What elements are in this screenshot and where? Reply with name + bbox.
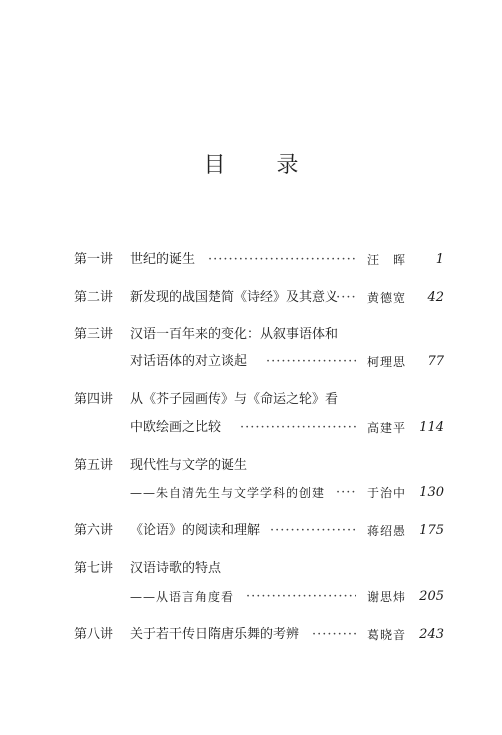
entry-title: 世纪的诞生 — [130, 252, 196, 267]
lecture-number: 第一讲 — [74, 252, 114, 267]
toc-entry-continuation[interactable] — [74, 587, 444, 607]
lecture-number: 第三讲 — [74, 327, 114, 342]
lecture-number: 第四讲 — [74, 392, 114, 407]
page-number: 243 — [419, 627, 444, 642]
lecture-number: 第六讲 — [74, 523, 114, 538]
leader-dots — [312, 625, 356, 645]
toc-entry[interactable] — [74, 456, 444, 476]
entry-title: 现代性与文学的诞生 — [130, 458, 248, 473]
entry-title: 汉语一百年来的变化：从叙事语体和 — [130, 327, 339, 342]
entry-author: 柯理思 — [366, 355, 406, 369]
page-number: 42 — [427, 290, 444, 305]
toc-entry[interactable] — [74, 521, 444, 541]
page-number: 1 — [435, 252, 444, 267]
leader-dots — [270, 521, 356, 541]
toc-entry[interactable] — [74, 625, 444, 645]
leader-dots — [266, 352, 356, 372]
entry-author: 谢思炜 — [366, 590, 406, 604]
page-number: 205 — [419, 589, 444, 604]
toc-entry[interactable] — [74, 288, 444, 308]
page-number: 175 — [419, 523, 444, 538]
entry-title: 关于若干传日隋唐乐舞的考辨 — [130, 627, 300, 642]
lecture-number: 第七讲 — [74, 561, 114, 576]
toc-entry[interactable] — [74, 390, 444, 410]
leader-dots — [240, 418, 356, 438]
entry-author: 于治中 — [366, 486, 406, 500]
toc-entry[interactable] — [74, 250, 444, 270]
entry-title: 《论语》的阅读和理解 — [130, 523, 261, 538]
leader-dots — [246, 587, 356, 607]
page-number: 130 — [419, 485, 444, 500]
entry-title-line-2: 中欧绘画之比较 — [130, 420, 222, 435]
entry-title: 新发现的战国楚简《诗经》及其意义 — [130, 290, 339, 305]
toc-entry[interactable] — [74, 559, 444, 579]
toc-entry-continuation[interactable] — [74, 418, 444, 438]
toc-entry[interactable] — [74, 325, 444, 345]
entry-author: 蒋绍愚 — [366, 524, 406, 538]
entry-title: 从《芥子园画传》与《命运之轮》看 — [130, 392, 339, 407]
leader-dots — [331, 288, 356, 308]
entry-title-line-2: 对话语体的对立谈起 — [130, 354, 248, 369]
leader-dots — [208, 250, 356, 270]
entry-author: 葛晓音 — [366, 628, 406, 642]
toc-entry-continuation[interactable] — [74, 352, 444, 372]
page-number: 114 — [419, 420, 444, 435]
entry-subtitle: ——从语言角度看 — [130, 590, 235, 604]
lecture-number: 第二讲 — [74, 290, 114, 305]
lecture-number: 第五讲 — [74, 458, 114, 473]
toc-entry-continuation[interactable] — [74, 483, 444, 503]
entry-author: 高建平 — [366, 421, 406, 435]
page-number: 77 — [427, 354, 444, 369]
entry-author: 黄德宽 — [366, 291, 406, 305]
entry-author: 汪 晖 — [366, 253, 406, 267]
entry-title: 汉语诗歌的特点 — [130, 561, 222, 576]
page-title: 目 录 — [203, 153, 321, 178]
entry-subtitle: ——朱自清先生与文学学科的创建 — [130, 486, 326, 500]
lecture-number: 第八讲 — [74, 627, 114, 642]
leader-dots — [336, 483, 356, 503]
